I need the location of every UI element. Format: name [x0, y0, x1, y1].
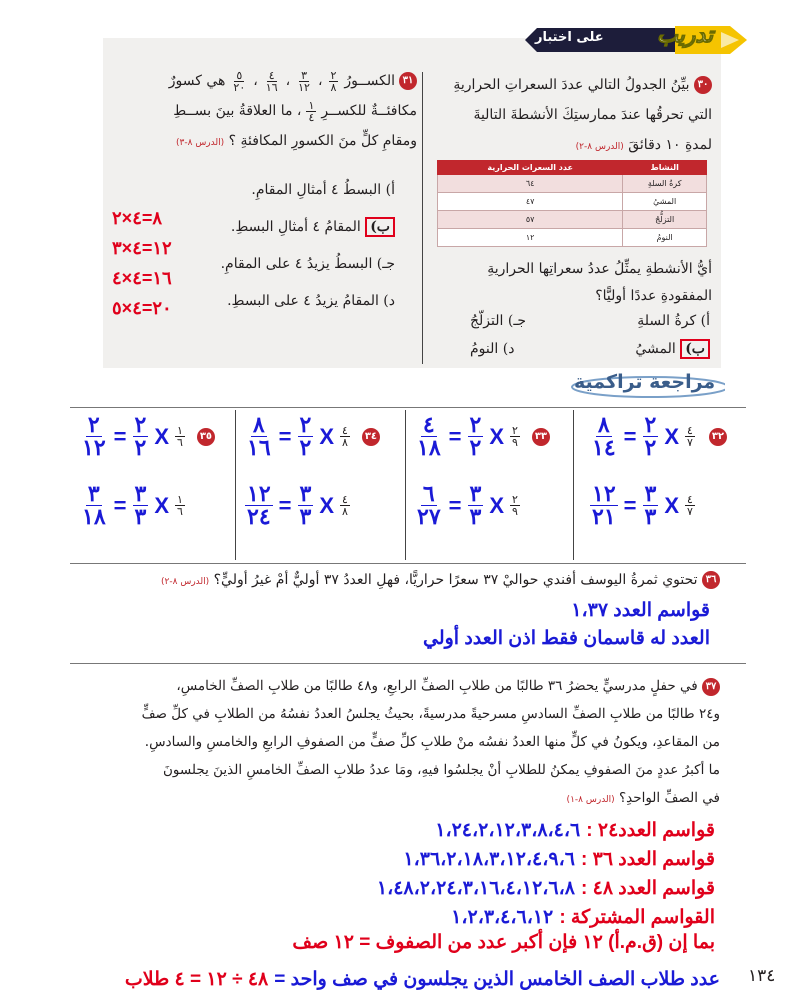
- q37-answer-values: ١،٤٨،٢،٢٤،٣،١٦،٤،١٢،٦،٨: [376, 878, 575, 899]
- given-fraction: $\frac{١}{٦}$: [177, 493, 183, 518]
- hand-line: ٢٠=٤×٥: [112, 298, 172, 318]
- given-fraction: $\frac{٢}{٩}$: [512, 424, 518, 449]
- review-divider: [235, 410, 236, 560]
- q31-option-b[interactable]: [200, 209, 395, 246]
- question-number-30: ٣٠: [694, 76, 712, 94]
- q30-option-b[interactable]: [635, 335, 710, 363]
- given-fraction: $\frac{١}{٦}$: [177, 424, 183, 449]
- hand-line: ١٦=٤×٤: [112, 268, 172, 288]
- section-separator: [70, 663, 746, 664]
- review-divider: [405, 410, 406, 560]
- q30-lesson-ref: (الدرس ٨-٢): [575, 142, 624, 152]
- q30-question2: المفقودةِ عددًا أوليًّا؟: [595, 288, 712, 304]
- q36-lesson-ref: (الدرس ٨-٢): [161, 577, 210, 587]
- q30-prompt: [430, 256, 712, 310]
- question-37: [100, 672, 720, 814]
- multiplier-fraction: $\frac{٣}{٣}$: [299, 481, 312, 529]
- q37-answer-label: قواسم العدد ٣٦ :: [581, 849, 715, 870]
- table-cell: كرةُ السلةِ: [623, 175, 707, 193]
- review-item-33-row1: [413, 414, 550, 459]
- table-row: [438, 229, 707, 247]
- q31-handwritten-work: [112, 203, 202, 323]
- q31-option-b-text: المقامُ ٤ أمثالِ البسطِ.: [230, 219, 361, 235]
- equals-sign: =: [448, 423, 462, 449]
- table-cell: التزلُّجُ: [623, 211, 707, 229]
- fraction: $\frac{٤}{١٦}$: [265, 68, 278, 94]
- table-row: [438, 193, 707, 211]
- question-number-32: ٣٢: [709, 428, 727, 446]
- question-number-33: ٣٣: [532, 428, 550, 446]
- given-fraction: $\frac{٤}{٧}$: [687, 424, 693, 449]
- table-row: [438, 211, 707, 229]
- times-sign: X: [154, 423, 170, 449]
- page-number: ١٣٤: [748, 966, 776, 986]
- q37-answer-row: [60, 816, 715, 845]
- multiplier-fraction: $\frac{٣}{٣}$: [469, 481, 482, 529]
- review-item-33-row2: [413, 483, 522, 528]
- question-number-36: ٣٦: [702, 571, 720, 589]
- q31-line1-pre: الكســورُ: [344, 73, 395, 89]
- q37-answer-values: ١،٣٦،٢،١٨،٣،١٢،٤،٩،٦: [403, 849, 575, 870]
- question-number-37: ٣٧: [702, 678, 720, 696]
- equals-sign: =: [278, 492, 292, 518]
- table-cell: ٦٤: [438, 175, 623, 193]
- panel-divider: [422, 72, 423, 364]
- q30-line2: التي تحرقُها عندَ ممارستِكَ الأنشطةَ التاليةَ: [473, 107, 712, 123]
- q36-answer-line2: العدد له قاسمان فقط اذن العدد أولي: [422, 628, 710, 649]
- question-30: [430, 70, 712, 162]
- q37-answer-label: قواسم العدد٢٤ :: [586, 820, 715, 841]
- q37-answer-row: [60, 845, 715, 874]
- q37-answer-values: ١،٢٤،٢،١٢،٣،٨،٤،٦: [435, 820, 581, 841]
- q37-answer-row: [60, 874, 715, 903]
- table-cell: ١٢: [438, 229, 623, 247]
- q37-answers: [60, 816, 715, 954]
- badge-sub-label: على اختبار: [535, 30, 604, 45]
- multiplier-fraction: $\frac{٣}{٣}$: [644, 481, 657, 529]
- q37-answer-values: ١،٢،٣،٤،٦،١٢: [451, 907, 554, 928]
- q37-line3: من المقاعدِ، ويكونُ في كلٍّ منها العددُ نفسُه منْ طلابِ كلِّ صفٍّ من الصفوفِ الرابعِ والخامسِ والسادسِ.: [144, 734, 720, 750]
- q36-answer-line1: قواسم العدد ١،٣٧: [571, 600, 710, 621]
- q37-answer-conclusion: بما إن (ق.م.أ) ١٢ فإن أكبر عدد من الصفوف = ١٢ صف: [292, 932, 715, 953]
- times-sign: X: [664, 423, 680, 449]
- q37-line5: في الصفِّ الواحدِ؟: [618, 790, 720, 806]
- q30-question1: أيُّ الأنشطةِ يمثِّلُ عددُ سعراتِها الحراريةِ: [487, 261, 712, 277]
- fraction: $\frac{١}{٤}$: [308, 98, 315, 124]
- q31-line2-pre: مكافئــةٌ للكســرِ: [321, 103, 417, 119]
- given-fraction: $\frac{٤}{٨}$: [342, 493, 348, 518]
- q30-option-b-letter: ب): [680, 339, 710, 359]
- q31-option-a[interactable]: أ) البسطُ ٤ أمثالِ المقامِ.: [251, 182, 395, 198]
- table-cell: ٤٧: [438, 193, 623, 211]
- q36-answer: [280, 597, 710, 653]
- q37-line2: و٢٤ طالبًا من طلابِ الصفِّ السادسِ مسرحيةً مدرسيةً، بحيثُ يجلسُ العددُ نفسُهُ من الطلابِ في كلِّ صفٍّ: [141, 706, 720, 722]
- test-practice-badge: [525, 22, 747, 58]
- q37-line4: ما أكبرُ عددٍ منَ الصفوفِ يمكنُ للطلابِ أنْ يجلسُوا فيهِ، ومَا عددُ طلابِ الصفِّ الخامسِ الذينَ يجلسونَ: [162, 762, 720, 778]
- q30-line3: لمدةِ ١٠ دقائقَ: [628, 137, 712, 153]
- table-cell: ٥٧: [438, 211, 623, 229]
- review-item-32-row1: [588, 414, 727, 459]
- result-fraction: $\frac{٤}{١٨}$: [417, 412, 441, 460]
- q37-answer-row: [60, 903, 715, 932]
- question-number-34: ٣٤: [362, 428, 380, 446]
- q37-line1: في حفلٍ مدرسيٍّ يحضرُ ٣٦ طالبًا من طلابِ الصفِّ الرابعِ، و٤٨ طالبًا من طلابِ الصفِّ الخامسِ،: [176, 678, 698, 694]
- q31-lesson-ref: (الدرس ٨-٣): [176, 138, 225, 148]
- times-sign: X: [319, 492, 335, 518]
- given-fraction: $\frac{٤}{٧}$: [687, 493, 693, 518]
- review-top-line: [70, 407, 746, 408]
- multiplier-fraction: $\frac{٢}{٢}$: [644, 412, 657, 460]
- q30-options: [470, 307, 710, 363]
- q37-answer-label: قواسم العدد ٤٨ :: [581, 878, 715, 899]
- q30-option-d[interactable]: د) النومُ: [470, 341, 515, 357]
- times-sign: X: [664, 492, 680, 518]
- hand-line: ١٢=٤×٣: [112, 238, 172, 258]
- q30-option-b-text: المشيُ: [635, 341, 676, 357]
- multiplier-fraction: $\frac{٢}{٢}$: [134, 412, 147, 460]
- table-cell: المشيُ: [623, 193, 707, 211]
- review-item-34-row1: [243, 414, 380, 459]
- question-number-31: ٣١: [399, 72, 417, 90]
- table-cell: النومُ: [623, 229, 707, 247]
- q37-final-label: عدد طلاب الصف الخامس الذين يجلسون في صف واحد =: [274, 969, 720, 990]
- q31-line2-post: ، ما العلاقةُ بينَ بســطِ: [173, 103, 302, 119]
- q31-options: [200, 172, 395, 320]
- table-header-activity: النشاط: [623, 161, 707, 175]
- review-item-35-row2: [78, 483, 187, 528]
- q31-line1-post: هي كسورٌ: [168, 73, 226, 89]
- table-row: [438, 175, 707, 193]
- q37-final-answer: [40, 968, 720, 991]
- q31-line3: ومقامِ كلٍّ منَ الكسورِ المكافئةِ ؟: [228, 133, 417, 149]
- badge-word-label: تدريب: [657, 23, 714, 48]
- q30-option-a[interactable]: أ) كرةُ السلةِ: [637, 313, 710, 329]
- question-number-35: ٣٥: [197, 428, 215, 446]
- result-fraction: $\frac{١٢}{٢١}$: [592, 481, 616, 529]
- review-bottom-line: [70, 563, 746, 564]
- q30-line1: بيِّنُ الجدولُ التالي عددَ السعراتِ الحراريةِ: [453, 77, 690, 93]
- question-36: [100, 566, 720, 596]
- q36-text: تحتوي ثمرةُ اليوسف أفندي حواليْ ٣٧ سعرًا حراريًّا، فهلِ العددُ ٣٧ أوليٌّ أمْ غيرُ أوليٍّ؟: [213, 572, 698, 588]
- result-fraction: $\frac{١٢}{٢٤}$: [247, 481, 271, 529]
- table-header-calories: عدد السعرات الحرارية: [438, 161, 623, 175]
- review-title: [560, 370, 725, 400]
- given-fraction: $\frac{٤}{٨}$: [342, 424, 348, 449]
- result-fraction: $\frac{٦}{٢٧}$: [417, 481, 441, 529]
- equals-sign: =: [448, 492, 462, 518]
- q31-option-d[interactable]: د) المقامُ يزيدُ ٤ على البسطِ.: [227, 293, 395, 309]
- times-sign: X: [319, 423, 335, 449]
- equals-sign: =: [278, 423, 292, 449]
- multiplier-fraction: $\frac{٢}{٢}$: [469, 412, 482, 460]
- multiplier-fraction: $\frac{٣}{٣}$: [134, 481, 147, 529]
- times-sign: X: [154, 492, 170, 518]
- result-fraction: $\frac{٨}{١٦}$: [247, 412, 271, 460]
- review-item-35-row1: [78, 414, 215, 459]
- q37-final-value: ٤٨ ÷ ١٢ = ٤ طلاب: [124, 969, 269, 990]
- result-fraction: $\frac{٨}{١٤}$: [592, 412, 616, 460]
- q30-option-c[interactable]: جـ) التزلّجُ: [470, 313, 527, 329]
- review-title-text: مراجعة تراكمية: [574, 371, 716, 393]
- equals-sign: =: [113, 423, 127, 449]
- result-fraction: $\frac{٣}{١٨}$: [82, 481, 106, 529]
- review-item-34-row2: [243, 483, 352, 528]
- times-sign: X: [489, 492, 505, 518]
- equals-sign: =: [113, 492, 127, 518]
- fraction: $\frac{٥}{٢٠}$: [233, 68, 246, 94]
- equals-sign: =: [623, 492, 637, 518]
- multiplier-fraction: $\frac{٢}{٢}$: [299, 412, 312, 460]
- q37-answer-label: القواسم المشتركة :: [559, 907, 715, 928]
- question-31: ٣١ الكســورُ $\frac{٢}{٨}$ ، $\frac{٣}{١٢}$ ، $\frac{٤}{١٦}$ ، $\frac{٥}{٢٠}$ هي كسورٌ مكافئــةٌ للكســرِ $\frac{١}{٤}$ ، ما العلاقةُ بينَ بســطِ ومقامِ كلٍّ منَ الكسورِ المكافئةِ ؟ (الدرس ٨-٣): [112, 66, 417, 158]
- given-fraction: $\frac{٢}{٩}$: [512, 493, 518, 518]
- fraction: $\frac{٢}{٨}$: [330, 68, 337, 94]
- result-fraction: $\frac{٢}{١٢}$: [82, 412, 106, 460]
- fraction: $\frac{٣}{١٢}$: [298, 68, 310, 94]
- calories-table: [437, 160, 707, 247]
- q31-option-b-letter: ب): [365, 217, 395, 237]
- hand-line: ٨=٤×٢: [112, 208, 163, 228]
- q37-lesson-ref: (الدرس ٨-١): [566, 795, 615, 805]
- equals-sign: =: [623, 423, 637, 449]
- review-item-32-row2: [588, 483, 697, 528]
- times-sign: X: [489, 423, 505, 449]
- q31-option-c[interactable]: جـ) البسطُ يزيدُ ٤ على المقامِ.: [220, 256, 395, 272]
- review-divider: [573, 410, 574, 560]
